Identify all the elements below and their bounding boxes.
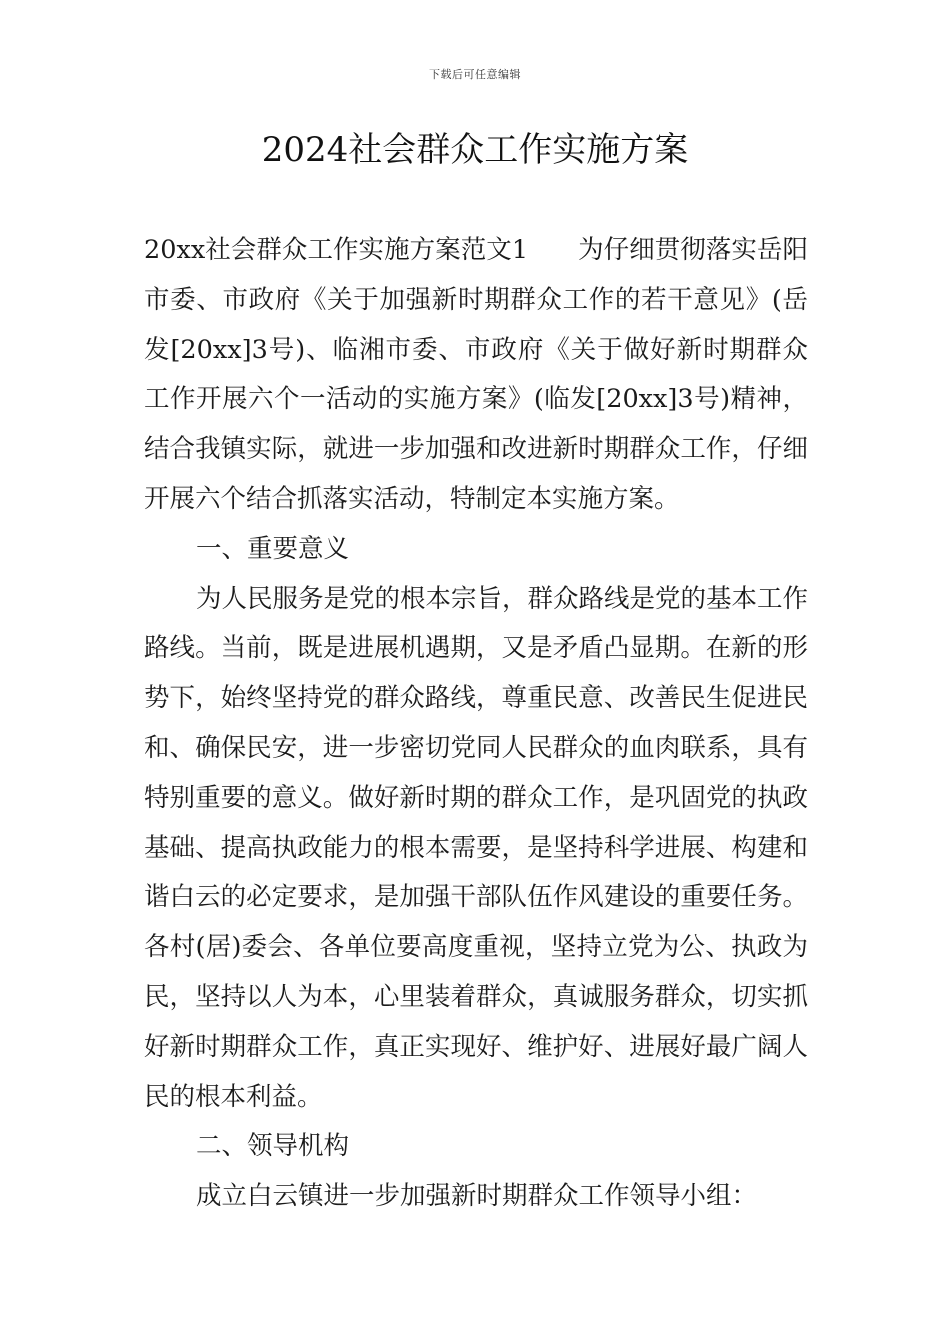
intro-lead: 20xx社会群众工作实施方案范文1 bbox=[144, 235, 529, 265]
document-body bbox=[144, 226, 808, 1222]
header-note: 下载后可任意编辑 bbox=[429, 68, 521, 81]
section1-paragraph: 为人民服务是党的根本宗旨，群众路线是党的基本工作路线。当前，既是进展机遇期，又是矛盾凸显期。在新的形势下，始终坚持党的群众路线，尊重民意、改善民生促进民和、确保民安，进一步密切党同人民群众的血肉联系，具有特别重要的意义。做好新时期的群众工作，是巩固党的执政基础、提高执政能力的根本需要，是坚持科学进展、构建和谐白云的必定要求，是加强干部队伍作风建设的重要任务。各村(居)委会、各单位要高度重视，坚持立党为公、执政为民，坚持以人为本，心里装着群众，真诚服务群众，切实抓好新时期群众工作，真正实现好、维护好、进展好最广阔人民的根本利益。 bbox=[144, 583, 809, 1112]
section2-heading: 二、领导机构 bbox=[196, 1131, 350, 1162]
document-title: 2024社会群众工作实施方案 bbox=[261, 130, 689, 170]
section2-paragraph: 成立白云镇进一步加强新时期群众工作领导小组： bbox=[196, 1181, 758, 1212]
intro-text: 为仔细贯彻落实岳阳市委、市政府《关于加强新时期群众工作的若干意见》(岳发[20xx]3号)、临湘市委、市政府《关于做好新时期群众工作开展六个一活动的实施方案》(临发[20xx]3号)精神，结合我镇实际，就进一步加强和改进新时期群众工作，仔细开展六个结合抓落实活动，特制定本实施方案。 bbox=[144, 235, 808, 514]
intro-paragraph bbox=[144, 226, 808, 525]
section1-heading: 一、重要意义 bbox=[196, 533, 350, 564]
